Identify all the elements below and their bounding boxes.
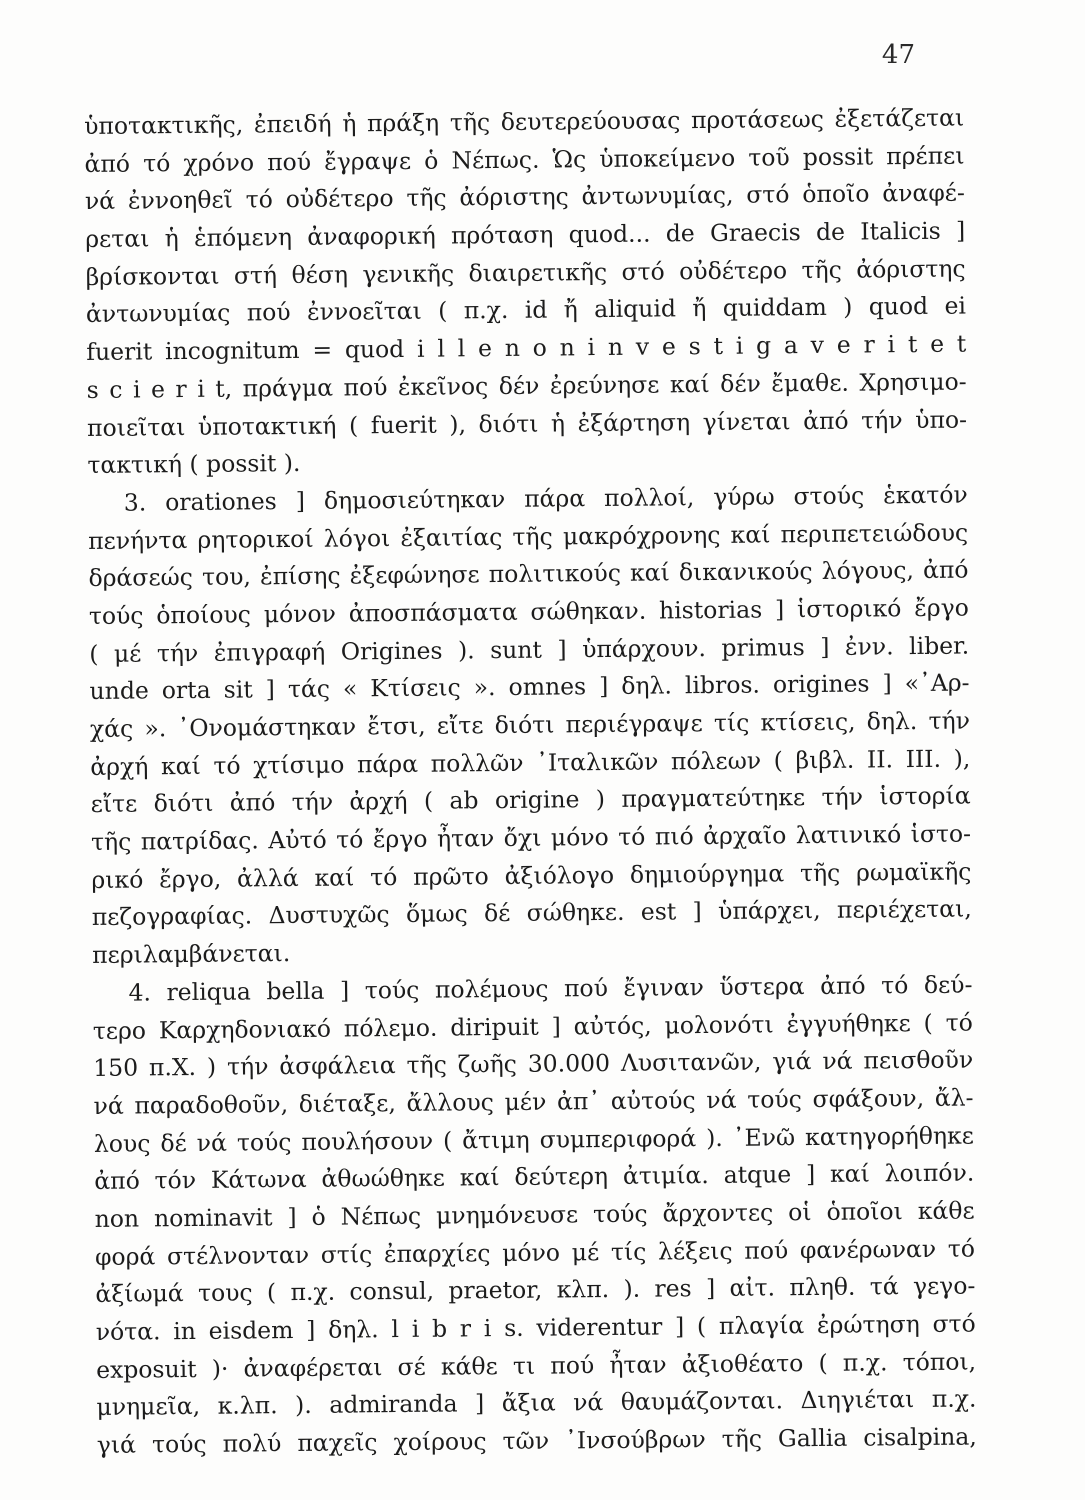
text-line: non nominavit ] ὁ Νέπως μνημόνευσε τούς ἄρχοντες οἱ ὁποῖοι κάθε bbox=[94, 1196, 975, 1233]
text-line: exposuit )· ἀναφέρεται σέ κάθε τι πού ἦταν ἀξιοθέατο ( π.χ. τόποι, bbox=[95, 1347, 977, 1384]
text-line: εἴτε διότι ἀπό τήν ἀρχή ( ab origine ) πραγματεύτηκε τήν ἱστορία bbox=[90, 781, 971, 819]
text-line: 150 π.Χ. ) τήν ἀσφάλεια τῆς ζωῆς 30.000 Λυσιτανῶν, γιά νά πεισθοῦν bbox=[93, 1045, 974, 1083]
text-line: νά παραδοθοῦν, διέταξε, ἄλλους μέν ἀπ᾿ αὐτούς νά τούς σφάξουν, ἄλ- bbox=[93, 1083, 974, 1120]
page-number: 47 bbox=[881, 40, 915, 70]
text-line: χάς ». ᾿Ονομάστηκαν ἔτσι, εἴτε διότι περιέγραψε τίς κτίσεις, δηλ. τήν bbox=[89, 706, 971, 743]
text-line: δράσεώς του, ἐπίσης ἐξεφώνησε πολιτικούς καί δικανικούς λόγους, ἀπό bbox=[88, 555, 969, 593]
text-line: τούς ὁποίους μόνον ἀποσπάσματα σώθηκαν. historias ] ἱστορικό ἔργο bbox=[88, 593, 969, 630]
text-line: unde orta sit ] τάς « Κτίσεις ». omnes ] δηλ. libros. origines ] «᾿Αρ- bbox=[89, 668, 970, 706]
text-line: ρικό ἔργο, ἀλλά καί τό πρῶτο ἀξιόλογο δημιούργημα τῆς ρωμαϊκῆς bbox=[91, 857, 972, 894]
text-line: φορά στέλνονταν στίς ἐπαρχίες μόνο μέ τίς λέξεις πού φανέρωναν τό bbox=[94, 1234, 976, 1271]
text-line: ρεται ἡ ἑπόμενη ἀναφορική πρόταση quod... de Graecis de Italicis ] bbox=[85, 216, 966, 254]
text-line: περιλαμβάνεται. bbox=[91, 939, 291, 970]
text-line: λους δέ νά τούς πουλήσουν ( ἄτιμη συμπεριφορά ). ᾿Ενῶ κατηγορήθηκε bbox=[93, 1121, 975, 1158]
text-line: πενήντα ρητορικοί λόγοι ἐξαιτίας τῆς μακρόχρονης καί περιπετειώδους bbox=[88, 518, 969, 555]
text-line: ἀπό τό χρόνο πού ἔγραψε ὁ Νέπως. Ὡς ὑποκείμενο τοῦ possit πρέπει bbox=[84, 141, 965, 178]
text-line: νότα. in eisdem ] δηλ. l i b r i s. viderentur ] ( πλαγία ἐρώτηση στό bbox=[95, 1309, 976, 1346]
text-line: s c i e r i t, πράγμα πού ἐκεῖνος δέν ἐρεύνησε καί δέν ἔμαθε. Χρησιμο- bbox=[86, 367, 967, 404]
paragraph-start-line: 3. orationes ] δημοσιεύτηκαν πάρα πολλοί, γύρω στούς ἑκατόν bbox=[123, 480, 968, 517]
text-line: τῆς πατρίδας. Αὐτό τό ἔργο ἦταν ὄχι μόνο τό πιό ἀρχαῖο λατινικό ἱστο- bbox=[90, 819, 972, 857]
text-line: ποιεῖται ὑποτακτική ( fuerit ), διότι ἡ ἐξάρτηση γίνεται ἀπό τήν ὑπο- bbox=[86, 405, 968, 442]
text-line: βρίσκονται στή θέση γενικῆς διαιρετικῆς στό οὐδέτερο τῆς ἀόριστης bbox=[85, 254, 966, 291]
text-line: ὑποτακτικῆς, ἐπειδή ἡ πράξη τῆς δευτερεύουσας προτάσεως ἐξετάζεται bbox=[84, 103, 965, 140]
text-line: ἀρχή καί τό χτίσιμο πάρα πολλῶν ᾿Ιταλικῶν πόλεων ( βιβλ. II. III. ), bbox=[90, 744, 971, 781]
text-line: ἀπό τόν Κάτωνα ἀθωώθηκε καί δεύτερη ἀτιμία. atque ] καί λοιπόν. bbox=[94, 1158, 975, 1196]
text-line: τερο Καρχηδονιακό πόλεμο. diripuit ] αὐτός, μολονότι ἐγγυήθηκε ( τό bbox=[92, 1008, 973, 1045]
text-line: ( μέ τήν ἐπιγραφή Origines ). sunt ] ὑπάρχουν. primus ] ἐνν. liber. bbox=[89, 631, 970, 668]
text-line: νά ἐννοηθεῖ τό οὐδέτερο τῆς ἀόριστης ἀντωνυμίας, στό ὁποῖο ἀναφέ- bbox=[84, 178, 965, 216]
paragraph-start-line: 4. reliqua bella ] τούς πολέμους πού ἔγιναν ὕστερα ἀπό τό δεύ- bbox=[128, 970, 973, 1007]
commentary-text bbox=[84, 100, 977, 1465]
text-line: fuerit incognitum = quod i l l e n o n i n v e s t i g a v e r i t e t bbox=[86, 329, 967, 367]
text-line: ἀξίωμά τους ( π.χ. consul, praetor, κλπ. ). res ] αἰτ. πληθ. τά γεγο- bbox=[95, 1271, 976, 1309]
text-line: γιά τούς πολύ παχεῖς χοίρους τῶν ᾿Ινσούβρων τῆς Gallia cisalpina, bbox=[96, 1422, 977, 1460]
text-line: μνημεῖα, κ.λπ. ). admiranda ] ἄξια νά θαυμάζονται. Διηγιέται π.χ. bbox=[96, 1384, 977, 1422]
text-line: τακτική ( possit ). bbox=[87, 449, 301, 480]
text-line: πεζογραφίας. Δυστυχῶς ὅμως δέ σώθηκε. est ] ὑπάρχει, περιέχεται, bbox=[91, 894, 972, 932]
text-line: ἀντωνυμίας πού ἐννοεῖται ( π.χ. id ἤ aliquid ἤ quiddam ) quod ei bbox=[85, 291, 967, 329]
